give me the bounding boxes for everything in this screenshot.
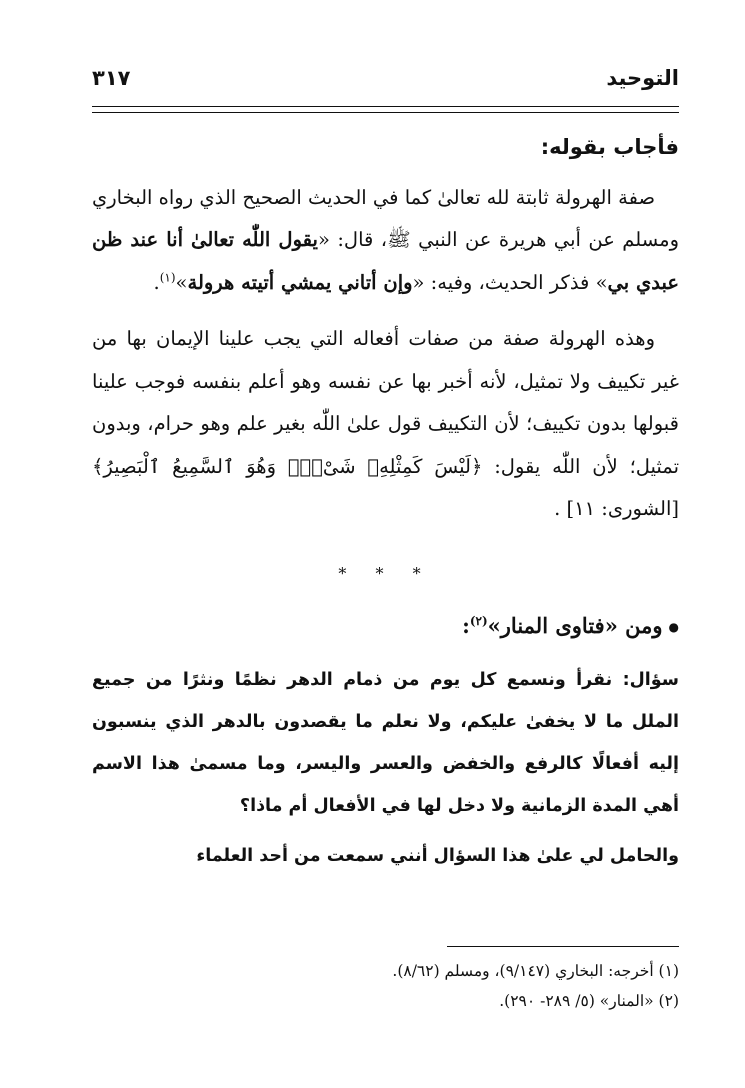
footnote-2: (٢) «المنار» (٥/ ٢٨٩- ٢٩٠). <box>499 992 679 1010</box>
header-rule-top <box>92 106 679 107</box>
page-header <box>92 62 679 102</box>
footnote-1: (١) أخرجه: البخاري (٩/١٤٧)، ومسلم (٨/٦٢). <box>392 962 679 980</box>
answer-paragraph: والحامل لي علىٰ هذا السؤال أنني سمعت من أحد العلماء <box>196 845 679 866</box>
section-title-colon: : <box>462 613 470 638</box>
p1-middle: » فذكر الحديث، وفيه: « <box>412 270 608 294</box>
footnotes <box>92 956 679 1016</box>
bullet-icon: ● <box>668 620 679 635</box>
paragraph-explanation: وهذه الهرولة صفة من صفات أفعاله التي يجب علينا الإيمان بها من غير تكييف ولا تمثيل، لأنه أخبر بها عن نفسه وهو أعلم بنفسه فوجب علينا قبولها بدون تكييف؛ لأن التكييف قول علىٰ اللّٰه بغير علم وهو حرام، وبدون تمثيل؛ لأن اللّٰه يقول: ﴿لَيْسَ كَمِثْلِهِۦ شَىْءٌۖ وَهُوَ ٱلسَّمِيعُ ٱلْبَصِيرُ﴾ [الشورى: ١١] . <box>92 327 679 520</box>
answer-heading: فأجاب بقوله: <box>540 135 679 159</box>
footnote-separator <box>447 946 679 947</box>
section-title <box>92 605 679 649</box>
hadith-quote-2: وإن أتاني يمشي أتيته هرولة <box>187 270 413 294</box>
p1-end: . <box>153 270 160 294</box>
footnote-ref-2[interactable]: (٢) <box>469 614 488 628</box>
running-title: التوحيد <box>606 66 679 90</box>
paragraph-hadith <box>92 177 679 305</box>
p1-close-quote: » <box>175 270 188 294</box>
main-text <box>92 120 679 877</box>
page-number: ٣١٧ <box>92 66 131 90</box>
section-divider: * * * <box>338 563 433 583</box>
hadith-quote-1: يقول اللّٰه تعالىٰ أنا عند ظن عبدي بي <box>92 228 679 294</box>
footnote-ref-1[interactable]: (١) <box>159 270 176 284</box>
p1-intro: صفة الهرولة ثابتة لله تعالىٰ كما في الحديث الصحيح الذي رواه البخاري ومسلم عن أبي هريرة عن النبي ﷺ، قال: « <box>92 185 680 251</box>
header-rule-bottom <box>92 112 679 113</box>
section-title-text: ومن «فتاوى المنار» <box>487 613 663 638</box>
question-paragraph: سؤال: نقرأ ونسمع كل يوم من ذمام الدهر نظمًا ونثرًا من جميع الملل ما لا يخفىٰ عليكم، ولا نعلم ما يقصدون بالدهر الذي ينسبون إليه أفعالًا كالرفع والخفض والعسر واليسر، وما مسمىٰ هذا الاسم أهي المدة الزمانية ولا دخل لها في الأفعال أم ماذا؟ <box>92 669 679 816</box>
